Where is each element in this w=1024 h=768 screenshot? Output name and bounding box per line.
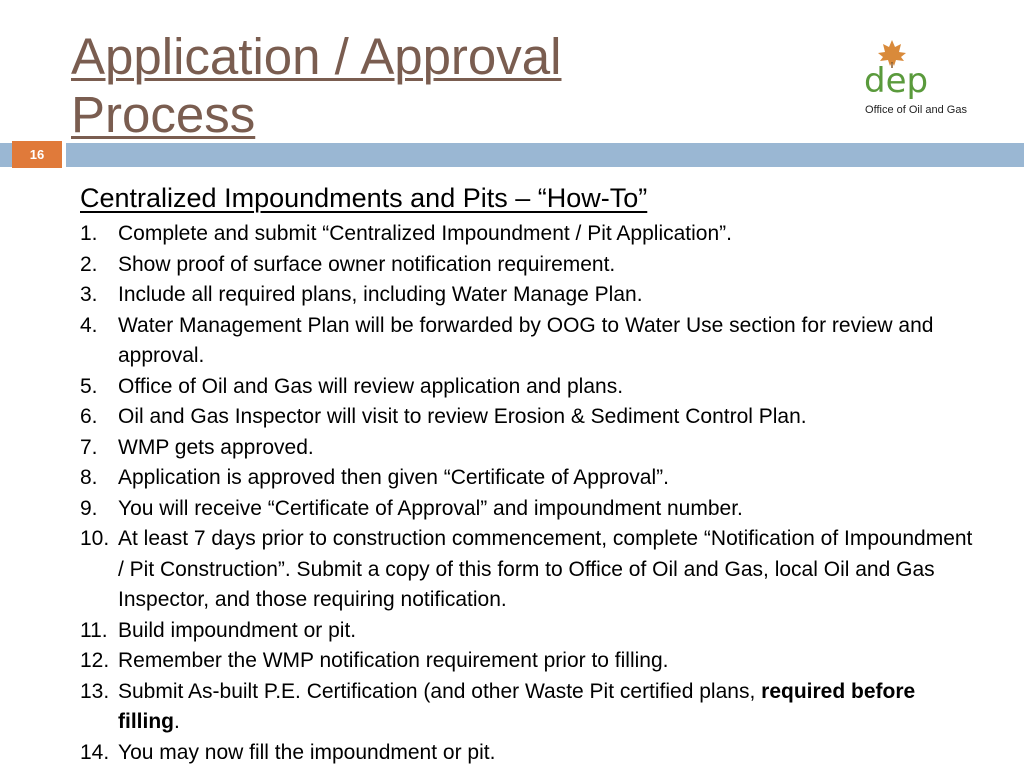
list-item-text: Remember the WMP notification requirement prior to filling.: [118, 649, 669, 672]
list-item-text: Include all required plans, including Water Manage Plan.: [118, 283, 643, 306]
header-rule-left: [0, 143, 12, 167]
list-item-number: 4.: [80, 313, 98, 337]
list-item-text: Build impoundment or pit.: [118, 618, 357, 642]
list-item-text: Oil and Gas Inspector will visit to review Erosion & Sediment Control Plan.: [118, 405, 807, 428]
list-item-text: Office of Oil and Gas will review application and plans.: [118, 374, 624, 398]
list-item-number: 5.: [80, 374, 98, 398]
list-item-number: 10.: [80, 527, 110, 550]
list-item-text: At least 7 days prior to construction commencement, complete “Notification of Impoundment / Pit Construction”. Submit a copy of this form to Office of Oil and Gas, local Oil and Gas Inspector, and those requiring notification.: [118, 527, 973, 611]
list-item-text-end: .: [174, 710, 180, 733]
slide-number-badge: 16: [12, 141, 62, 168]
list-item-number: 1.: [80, 222, 98, 245]
list-item-number: 11.: [80, 618, 108, 642]
list-item-text: [118, 677, 980, 738]
list-item-text: You may now fill the impoundment or pit.: [118, 740, 496, 764]
list-item: [80, 494, 980, 525]
list-item-text: Water Management Plan will be forwarded by OOG to Water Use section for review and approval.: [118, 313, 934, 367]
list-item: [80, 219, 980, 250]
list-item: [80, 372, 980, 403]
slide-title-line-2: Process: [71, 86, 256, 143]
slide-content: [80, 180, 980, 768]
list-item: [80, 463, 980, 494]
list-item: [80, 311, 980, 372]
dep-logo-graphic: [856, 38, 976, 100]
list-item: [80, 646, 980, 677]
list-item-text-part: Submit As-built P.E. Certification (and other Waste Pit certified plans,: [118, 679, 756, 703]
list-item: [80, 616, 980, 647]
list-item-emphasis: required before filling: [118, 679, 916, 733]
list-item-number: 14.: [80, 740, 110, 764]
list-item-text: Complete and submit “Centralized Impoundment / Pit Application”.: [118, 222, 732, 245]
dep-wordmark: dep: [864, 61, 929, 100]
list-item: [80, 250, 980, 281]
slide-title: [71, 28, 671, 144]
content-heading: Centralized Impoundments and Pits – “How-To”: [80, 183, 648, 213]
list-item-text: You will receive “Certificate of Approval” and impoundment number.: [118, 496, 743, 520]
list-item-text: Show proof of surface owner notification requirement.: [118, 252, 616, 276]
list-item-number: 3.: [80, 283, 98, 306]
list-item-number: 13.: [80, 679, 110, 703]
steps-list: [80, 219, 980, 768]
logo-caption: Office of Oil and Gas: [865, 104, 967, 116]
list-item-number: 2.: [80, 252, 98, 276]
list-item-text: Application is approved then given “Certificate of Approval”.: [118, 466, 669, 489]
list-item-number: 9.: [80, 496, 98, 520]
list-item: [80, 524, 980, 616]
list-item-number: 12.: [80, 649, 110, 672]
slide-title-line-1: Application / Approval: [71, 28, 562, 85]
list-item: [80, 677, 980, 738]
header-rule-right: [66, 143, 1024, 167]
list-item-number: 6.: [80, 405, 98, 428]
list-item-number: 7.: [80, 435, 98, 459]
list-item-text: WMP gets approved.: [118, 435, 314, 459]
list-item-number: 8.: [80, 466, 98, 489]
list-item: [80, 433, 980, 464]
list-item: [80, 280, 980, 311]
dep-logo: [852, 38, 980, 122]
list-item: [80, 738, 980, 768]
list-item: [80, 402, 980, 433]
